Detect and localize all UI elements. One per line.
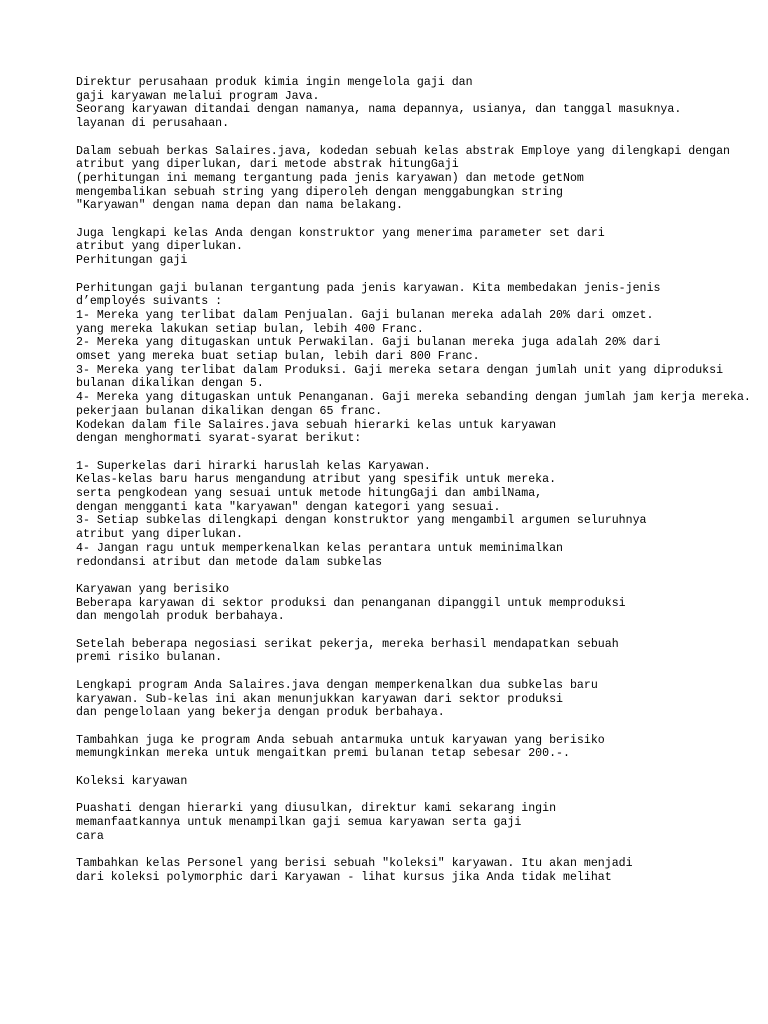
text-line: 3- Setiap subkelas dilengkapi dengan konstruktor yang mengambil argumen seluruhnya bbox=[76, 514, 647, 528]
text-line: redondansi atribut dan metode dalam subkelas bbox=[76, 555, 383, 569]
paragraph bbox=[76, 227, 768, 268]
paragraph bbox=[76, 76, 768, 131]
text-line: Tambahkan kelas Personel yang berisi sebuah "koleksi" karyawan. Itu akan menjadi bbox=[76, 856, 633, 870]
text-line: dan mengolah produk berbahaya. bbox=[76, 610, 285, 624]
text-line: Kodekan dalam file Salaires.java sebuah hierarki kelas untuk karyawan bbox=[76, 418, 557, 432]
paragraph bbox=[76, 734, 768, 761]
paragraph bbox=[76, 775, 768, 789]
text-line: 4- Jangan ragu untuk memperkenalkan kelas perantara untuk meminimalkan bbox=[76, 541, 564, 555]
text-line: Dalam sebuah berkas Salaires.java, kodedan sebuah kelas abstrak Employe yang dilengkapi dengan bbox=[76, 144, 730, 158]
text-line: Kelas-kelas baru harus mengandung atribut yang spesifik untuk mereka. bbox=[76, 473, 557, 487]
paragraph bbox=[76, 583, 768, 624]
text-line: "Karyawan" dengan nama depan dan nama belakang. bbox=[76, 199, 403, 213]
text-line: 2- Mereka yang ditugaskan untuk Perwakilan. Gaji bulanan mereka juga adalah 20% dari bbox=[76, 336, 661, 350]
text-line: Perhitungan gaji bulanan tergantung pada jenis karyawan. Kita membedakan jenis-jenis bbox=[76, 281, 661, 295]
text-line: gaji karyawan melalui program Java. bbox=[76, 89, 320, 103]
document-body bbox=[76, 76, 768, 898]
text-line: 4- Mereka yang ditugaskan untuk Penanganan. Gaji mereka sebanding dengan jumlah jam kerja mereka. bbox=[76, 391, 751, 405]
text-line: 3- Mereka yang terlibat dalam Produksi. Gaji mereka setara dengan jumlah unit yang diproduksi bbox=[76, 363, 724, 377]
text-line: Puashati dengan hierarki yang diusulkan, direktur kami sekarang ingin bbox=[76, 802, 557, 816]
text-line: Beberapa karyawan di sektor produksi dan penanganan dipanggil untuk memproduksi bbox=[76, 596, 626, 610]
text-line: yang mereka lakukan setiap bulan, lebih 400 Franc. bbox=[76, 322, 424, 336]
text-line: (perhitungan ini memang tergantung pada jenis karyawan) dan metode getNom bbox=[76, 171, 584, 185]
text-line: dengan mengganti kata "karyawan" dengan kategori yang sesuai. bbox=[76, 500, 501, 514]
text-line: omset yang mereka buat setiap bulan, lebih dari 800 Franc. bbox=[76, 350, 480, 364]
text-line: bulanan dikalikan dengan 5. bbox=[76, 377, 264, 391]
text-line: Tambahkan juga ke program Anda sebuah antarmuka untuk karyawan yang berisiko bbox=[76, 733, 605, 747]
text-line: atribut yang diperlukan, dari metode abstrak hitungGaji bbox=[76, 158, 459, 172]
text-line: Koleksi karyawan bbox=[76, 774, 188, 788]
text-line: Lengkapi program Anda Salaires.java dengan memperkenalkan dua subkelas baru bbox=[76, 678, 598, 692]
text-line: cara bbox=[76, 829, 104, 843]
text-line: Juga lengkapi kelas Anda dengan konstruktor yang menerima parameter set dari bbox=[76, 226, 605, 240]
text-line: pekerjaan bulanan dikalikan dengan 65 franc. bbox=[76, 404, 383, 418]
text-line: dari koleksi polymorphic dari Karyawan - lihat kursus jika Anda tidak melihat bbox=[76, 870, 612, 884]
paragraph bbox=[76, 145, 768, 214]
paragraph bbox=[76, 857, 768, 884]
text-line: dan pengelolaan yang bekerja dengan produk berbahaya. bbox=[76, 706, 445, 720]
text-line: dengan menghormati syarat-syarat berikut: bbox=[76, 432, 362, 446]
text-line: Direktur perusahaan produk kimia ingin mengelola gaji dan bbox=[76, 76, 473, 89]
text-line: Karyawan yang berisiko bbox=[76, 582, 230, 596]
paragraph bbox=[76, 802, 768, 843]
text-line: Seorang karyawan ditandai dengan namanya, nama depannya, usianya, dan tanggal masuknya. bbox=[76, 103, 682, 117]
paragraph bbox=[76, 638, 768, 665]
text-line: Perhitungan gaji bbox=[76, 254, 188, 268]
text-line: atribut yang diperlukan. bbox=[76, 528, 243, 542]
paragraph bbox=[76, 282, 768, 446]
text-line: 1- Mereka yang terlibat dalam Penjualan. Gaji bulanan mereka adalah 20% dari omzet. bbox=[76, 308, 654, 322]
text-line: premi risiko bulanan. bbox=[76, 651, 223, 665]
paragraph bbox=[76, 460, 768, 570]
text-line: memanfaatkannya untuk menampilkan gaji semua karyawan serta gaji bbox=[76, 815, 522, 829]
text-line: layanan di perusahaan. bbox=[76, 117, 230, 131]
text-line: atribut yang diperlukan. bbox=[76, 240, 243, 254]
text-line: d’employés suivants : bbox=[76, 295, 223, 309]
paragraph bbox=[76, 679, 768, 720]
text-line: memungkinkan mereka untuk mengaitkan premi bulanan tetap sebesar 200.-. bbox=[76, 747, 570, 761]
text-line: mengembalikan sebuah string yang diperoleh dengan menggabungkan string bbox=[76, 185, 564, 199]
text-line: karyawan. Sub-kelas ini akan menunjukkan karyawan dari sektor produksi bbox=[76, 692, 564, 706]
text-line: 1- Superkelas dari hirarki haruslah kelas Karyawan. bbox=[76, 459, 431, 473]
text-line: Setelah beberapa negosiasi serikat pekerja, mereka berhasil mendapatkan sebuah bbox=[76, 637, 619, 651]
text-line: serta pengkodean yang sesuai untuk metode hitungGaji dan ambilNama, bbox=[76, 487, 543, 501]
